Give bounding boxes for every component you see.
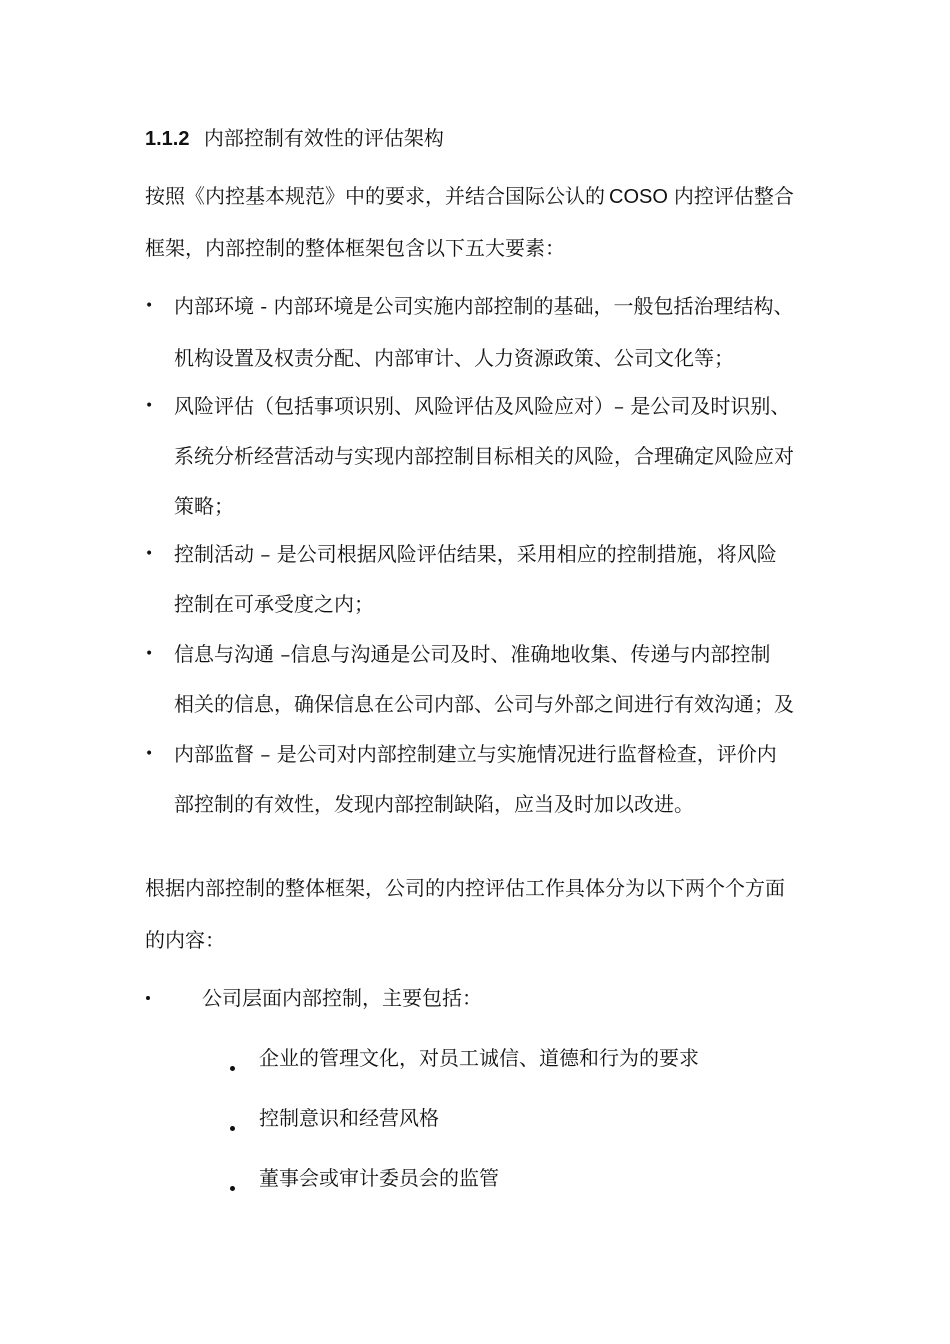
element-risk-assessment-line-2: 系统分析经营活动与实现内部控制目标相关的风险，合理确定风险应对 — [174, 444, 794, 468]
element-control-activities-line-1: 控制活动 – 是公司根据风险评估结果，采用相应的控制措施，将风险 — [174, 542, 777, 566]
list-bullet: • — [145, 398, 154, 414]
element-control-activities-line-2: 控制在可承受度之内； — [174, 592, 374, 616]
company-level-item: 董事会或审计委员会的监管 — [259, 1166, 499, 1190]
sub-list-bullet — [230, 1126, 235, 1131]
intro-line-2: 框架，内部控制的整体框架包含以下五大要素： — [145, 236, 565, 260]
company-level-item: 企业的管理文化，对员工诚信、道德和行为的要求 — [259, 1046, 699, 1070]
company-level-item: 控制意识和经营风格 — [259, 1106, 439, 1130]
element-internal-environment-line-1: 内部环境 - 内部环境是公司实施内部控制的基础，一般包括治理结构、 — [174, 294, 794, 318]
intro-line-1: 按照《内控基本规范》中的要求，并结合国际公认的 COSO 内控评估整合 — [145, 184, 794, 208]
list-bullet: • — [145, 546, 154, 562]
element-risk-assessment-line-1: 风险评估（包括事项识别、风险评估及风险应对）– 是公司及时识别、 — [174, 394, 791, 418]
section-heading — [145, 124, 444, 153]
summary-line-2: 的内容： — [145, 928, 225, 952]
list-bullet: • — [145, 646, 154, 662]
sub-list-bullet — [230, 1066, 235, 1071]
section-title: 内部控制有效性的评估架构 — [203, 126, 444, 150]
list-bullet: • — [145, 298, 154, 314]
coso-term: COSO — [609, 186, 668, 208]
element-information-communication-line-2: 相关的信息，确保信息在公司内部、公司与外部之间进行有效沟通；及 — [174, 692, 794, 716]
element-risk-assessment-line-3: 策略； — [174, 494, 234, 518]
list-bullet — [146, 996, 150, 1000]
company-level-label: 公司层面内部控制，主要包括： — [202, 986, 482, 1010]
element-internal-supervision-line-1: 内部监督 – 是公司对内部控制建立与实施情况进行监督检查，评价内 — [174, 742, 777, 766]
element-internal-environment-line-2: 机构设置及权责分配、内部审计、人力资源政策、公司文化等； — [174, 346, 734, 370]
list-bullet: • — [145, 746, 154, 762]
sub-list-bullet — [230, 1186, 235, 1191]
element-information-communication-line-1: 信息与沟通 –信息与沟通是公司及时、准确地收集、传递与内部控制 — [174, 642, 771, 666]
element-internal-supervision-line-2: 部控制的有效性，发现内部控制缺陷，应当及时加以改进。 — [174, 792, 694, 816]
section-number: 1.1.2 — [145, 128, 190, 150]
summary-line-1: 根据内部控制的整体框架，公司的内控评估工作具体分为以下两个个方面 — [145, 876, 785, 900]
